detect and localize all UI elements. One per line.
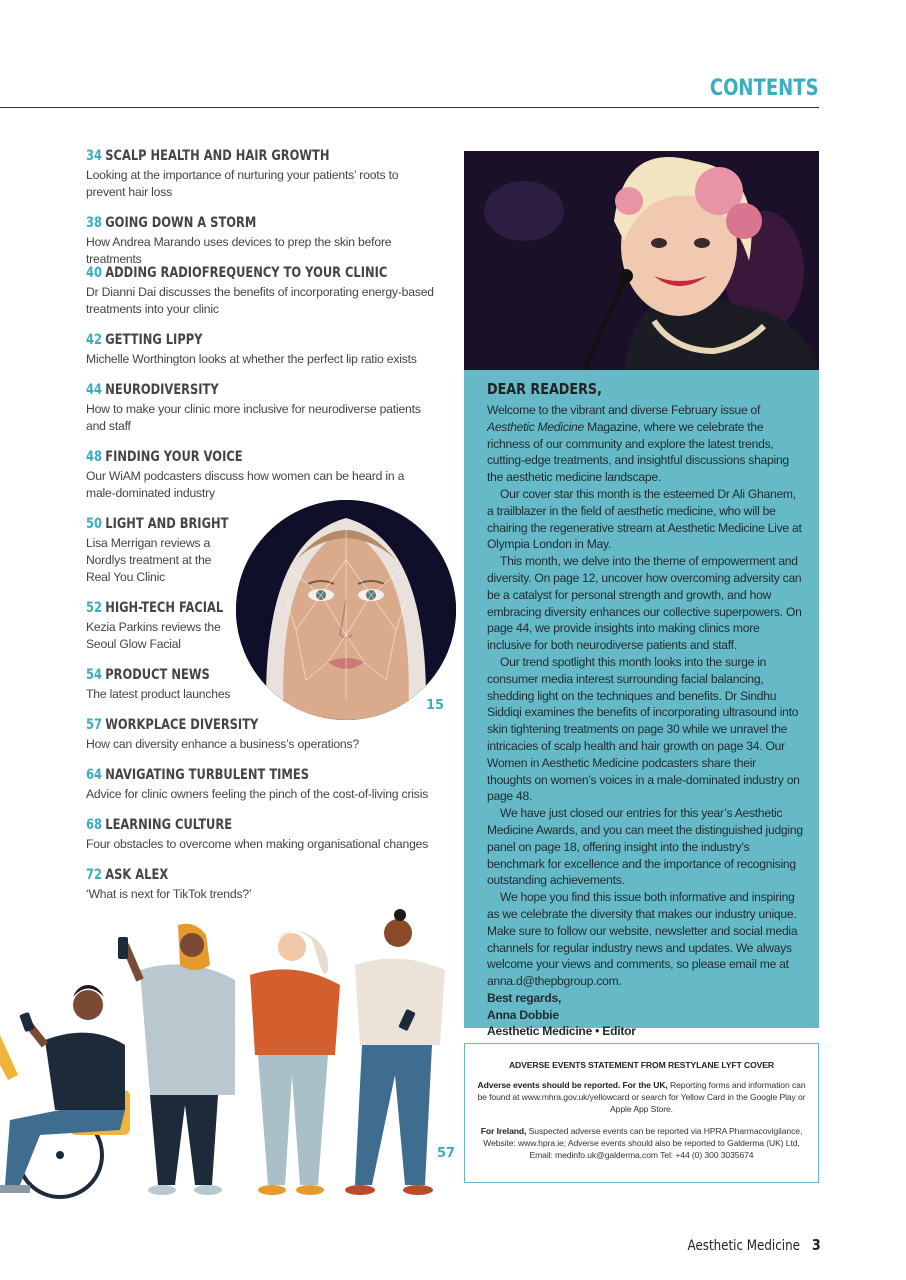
toc-page-number: 68 (86, 817, 102, 833)
toc-item[interactable] (86, 817, 446, 853)
toc-page-number: 72 (86, 867, 102, 883)
cover-star-photo[interactable] (464, 151, 819, 370)
toc-item[interactable] (86, 516, 260, 586)
toc-description: Four obstacles to overcome when making organisational changes (86, 837, 429, 851)
cover-star-illustration (464, 151, 819, 370)
toc-description: Dr Dianni Dai discusses the benefits of incorporating energy-based treatments into your clinic (86, 285, 434, 316)
editor-paragraph: Our cover star this month is the esteemed Dr Ali Ghanem, a trailblazer in the field of aesthetic medicine, who will be chairing the regenerative stream at Aesthetic Medicine Live at Olympia London in May. (487, 486, 802, 552)
toc-description: Advice for clinic owners feeling the pinch of the cost-of-living crisis (86, 787, 429, 801)
face-illustration (236, 500, 456, 720)
toc-item[interactable] (86, 265, 453, 318)
publication-name: Aesthetic Medicine (687, 1238, 801, 1254)
toc-title: NEURODIVERSITY (105, 382, 219, 398)
toc-title: FINDING YOUR VOICE (105, 449, 243, 465)
toc-item[interactable] (86, 382, 426, 435)
toc-page-number: 54 (86, 667, 102, 683)
toc-item[interactable] (86, 332, 446, 368)
header-divider (0, 107, 819, 108)
face-mapping-photo[interactable] (236, 500, 456, 720)
editor-paragraph: Welcome to the vibrant and diverse February issue of Aesthetic Medicine Magazine, where we celebrate the richness of our community and explore the latest trends, cutting-edge treatments, and insightful discussions shaping the aesthetic medicine landscape. (487, 403, 789, 485)
toc-title: ASK ALEX (105, 867, 169, 883)
toc-title: NAVIGATING TURBULENT TIMES (105, 767, 309, 783)
toc-title: ADDING RADIOFREQUENCY TO YOUR CLINIC (105, 265, 388, 281)
page-number: 3 (812, 1236, 821, 1254)
toc-item[interactable] (86, 867, 446, 903)
toc-description: Lisa Merrigan reviews a Nordlys treatment at the Real You Clinic (86, 536, 212, 584)
toc-page-number: 64 (86, 767, 102, 783)
toc-page-number: 50 (86, 516, 102, 532)
image-page-reference: 57 (437, 1146, 456, 1161)
editor-paragraph: Our trend spotlight this month looks into the surge in consumer media interest surrounding facial balancing, shedding light on the techniques and benefits. Dr Sindhu Siddiqi examines the benefits of incorporating ultrasound into skin tightening treatments on page 30 while we unravel the intricacies of scalp health and hair growth on page 34. Our Women in Aesthetic Medicine podcasters share their thoughts on women’s voices in a male-dominated industry on page 48. (487, 654, 800, 804)
toc-description: Kezia Parkins reviews the Seoul Glow Facial (86, 620, 221, 651)
editor-letter (464, 370, 819, 1039)
toc-page-number: 42 (86, 332, 102, 348)
toc-title: HIGH-TECH FACIAL (105, 600, 224, 616)
sign-off: Best regards, (487, 990, 562, 1005)
toc-title: GETTING LIPPY (105, 332, 203, 348)
toc-item[interactable] (86, 667, 237, 703)
toc-title: SCALP HEALTH AND HAIR GROWTH (105, 148, 330, 164)
toc-title: LIGHT AND BRIGHT (105, 516, 229, 532)
toc-description: How can diversity enhance a business’s operations? (86, 737, 359, 751)
toc-page-number: 48 (86, 449, 102, 465)
toc-description: Our WiAM podcasters discuss how women can be heard in a male-dominated industry (86, 469, 405, 500)
page-footer (688, 1236, 821, 1254)
adverse-events-box (464, 1043, 819, 1183)
editor-paragraph: We hope you find this issue both informative and inspiring as we celebrate the diversity that makes our industry unique. Make sure to follow our website, newsletter and social media channels for regular industry news and updates. We always welcome your views and comments, so please email me at anna.d@thepbgroup.com. (487, 890, 798, 989)
toc-description: Michelle Worthington looks at whether the perfect lip ratio exists (86, 352, 417, 366)
toc-description: ‘What is next for TikTok trends?’ (86, 887, 252, 901)
adverse-events-ireland: For Ireland, Suspected adverse events can be reported via HPRA Pharmacovigilance, Website: www.hpra.ie; Adverse events should also be reported to Galderma (UK) Ltd, Email: medinfo.uk@galderma.com Tel: +44 (0) 300 3035674 (480, 1125, 803, 1161)
image-page-reference: 15 (426, 698, 445, 713)
toc-title: PRODUCT NEWS (105, 667, 210, 683)
toc-page-number: 44 (86, 382, 102, 398)
toc-description: How Andrea Marando uses devices to prep the skin before treatments (86, 235, 392, 266)
toc-item[interactable] (86, 600, 253, 653)
toc-title: WORKPLACE DIVERSITY (105, 717, 259, 733)
toc-description: How to make your clinic more inclusive for neurodiverse patients and staff (86, 402, 421, 433)
toc-page-number: 52 (86, 600, 102, 616)
editor-role: Aesthetic Medicine • Editor (487, 1024, 636, 1039)
adverse-events-title: ADVERSE EVENTS STATEMENT FROM RESTYLANE LYFT COVER (508, 1060, 775, 1070)
toc-description: The latest product launches (86, 687, 231, 701)
toc-item[interactable] (86, 449, 406, 502)
toc-page-number: 38 (86, 215, 102, 231)
toc-page-number: 40 (86, 265, 102, 281)
toc-description: Looking at the importance of nurturing your patients’ roots to prevent hair loss (86, 168, 399, 199)
editor-paragraph: We have just closed our entries for this year’s Aesthetic Medicine Awards, and you can meet the distinguished judging panel on page 18, offering insight into the industry’s benchmark for excellence and the importance of recognising outstanding achievements. (487, 806, 803, 888)
people-illustration (0, 905, 460, 1205)
page-title: CONTENTS (710, 76, 819, 101)
editor-paragraph: This month, we delve into the theme of empowerment and diversity. On page 12, uncover how overcoming adversity can be a catalyst for personal strength and growth, and how embracing diversity enhances our collective superpowers. On page 44, we provide insights into making clinics more inclusive for both neurodiverse patients and staff. (487, 554, 802, 653)
diverse-people-illustration[interactable] (0, 905, 460, 1205)
toc-page-number: 34 (86, 148, 102, 164)
toc-page-number: 57 (86, 717, 102, 733)
toc-item[interactable] (86, 215, 446, 268)
magazine-name: Aesthetic Medicine (487, 419, 585, 434)
editor-letter-title: DEAR READERS, (487, 380, 602, 398)
toc-item[interactable] (86, 767, 446, 803)
toc-item[interactable] (86, 148, 416, 201)
adverse-events-uk: Adverse events should be reported. For the UK, Reporting forms and information can be found at www.mhra.gov.uk/yellowcard or search for Yellow Card in the Google Play or Apple App Store. (477, 1080, 806, 1115)
editor-name: Anna Dobbie (487, 1007, 559, 1022)
toc-item[interactable] (86, 717, 446, 753)
toc-title: LEARNING CULTURE (105, 817, 233, 833)
toc-title: GOING DOWN A STORM (105, 215, 257, 231)
